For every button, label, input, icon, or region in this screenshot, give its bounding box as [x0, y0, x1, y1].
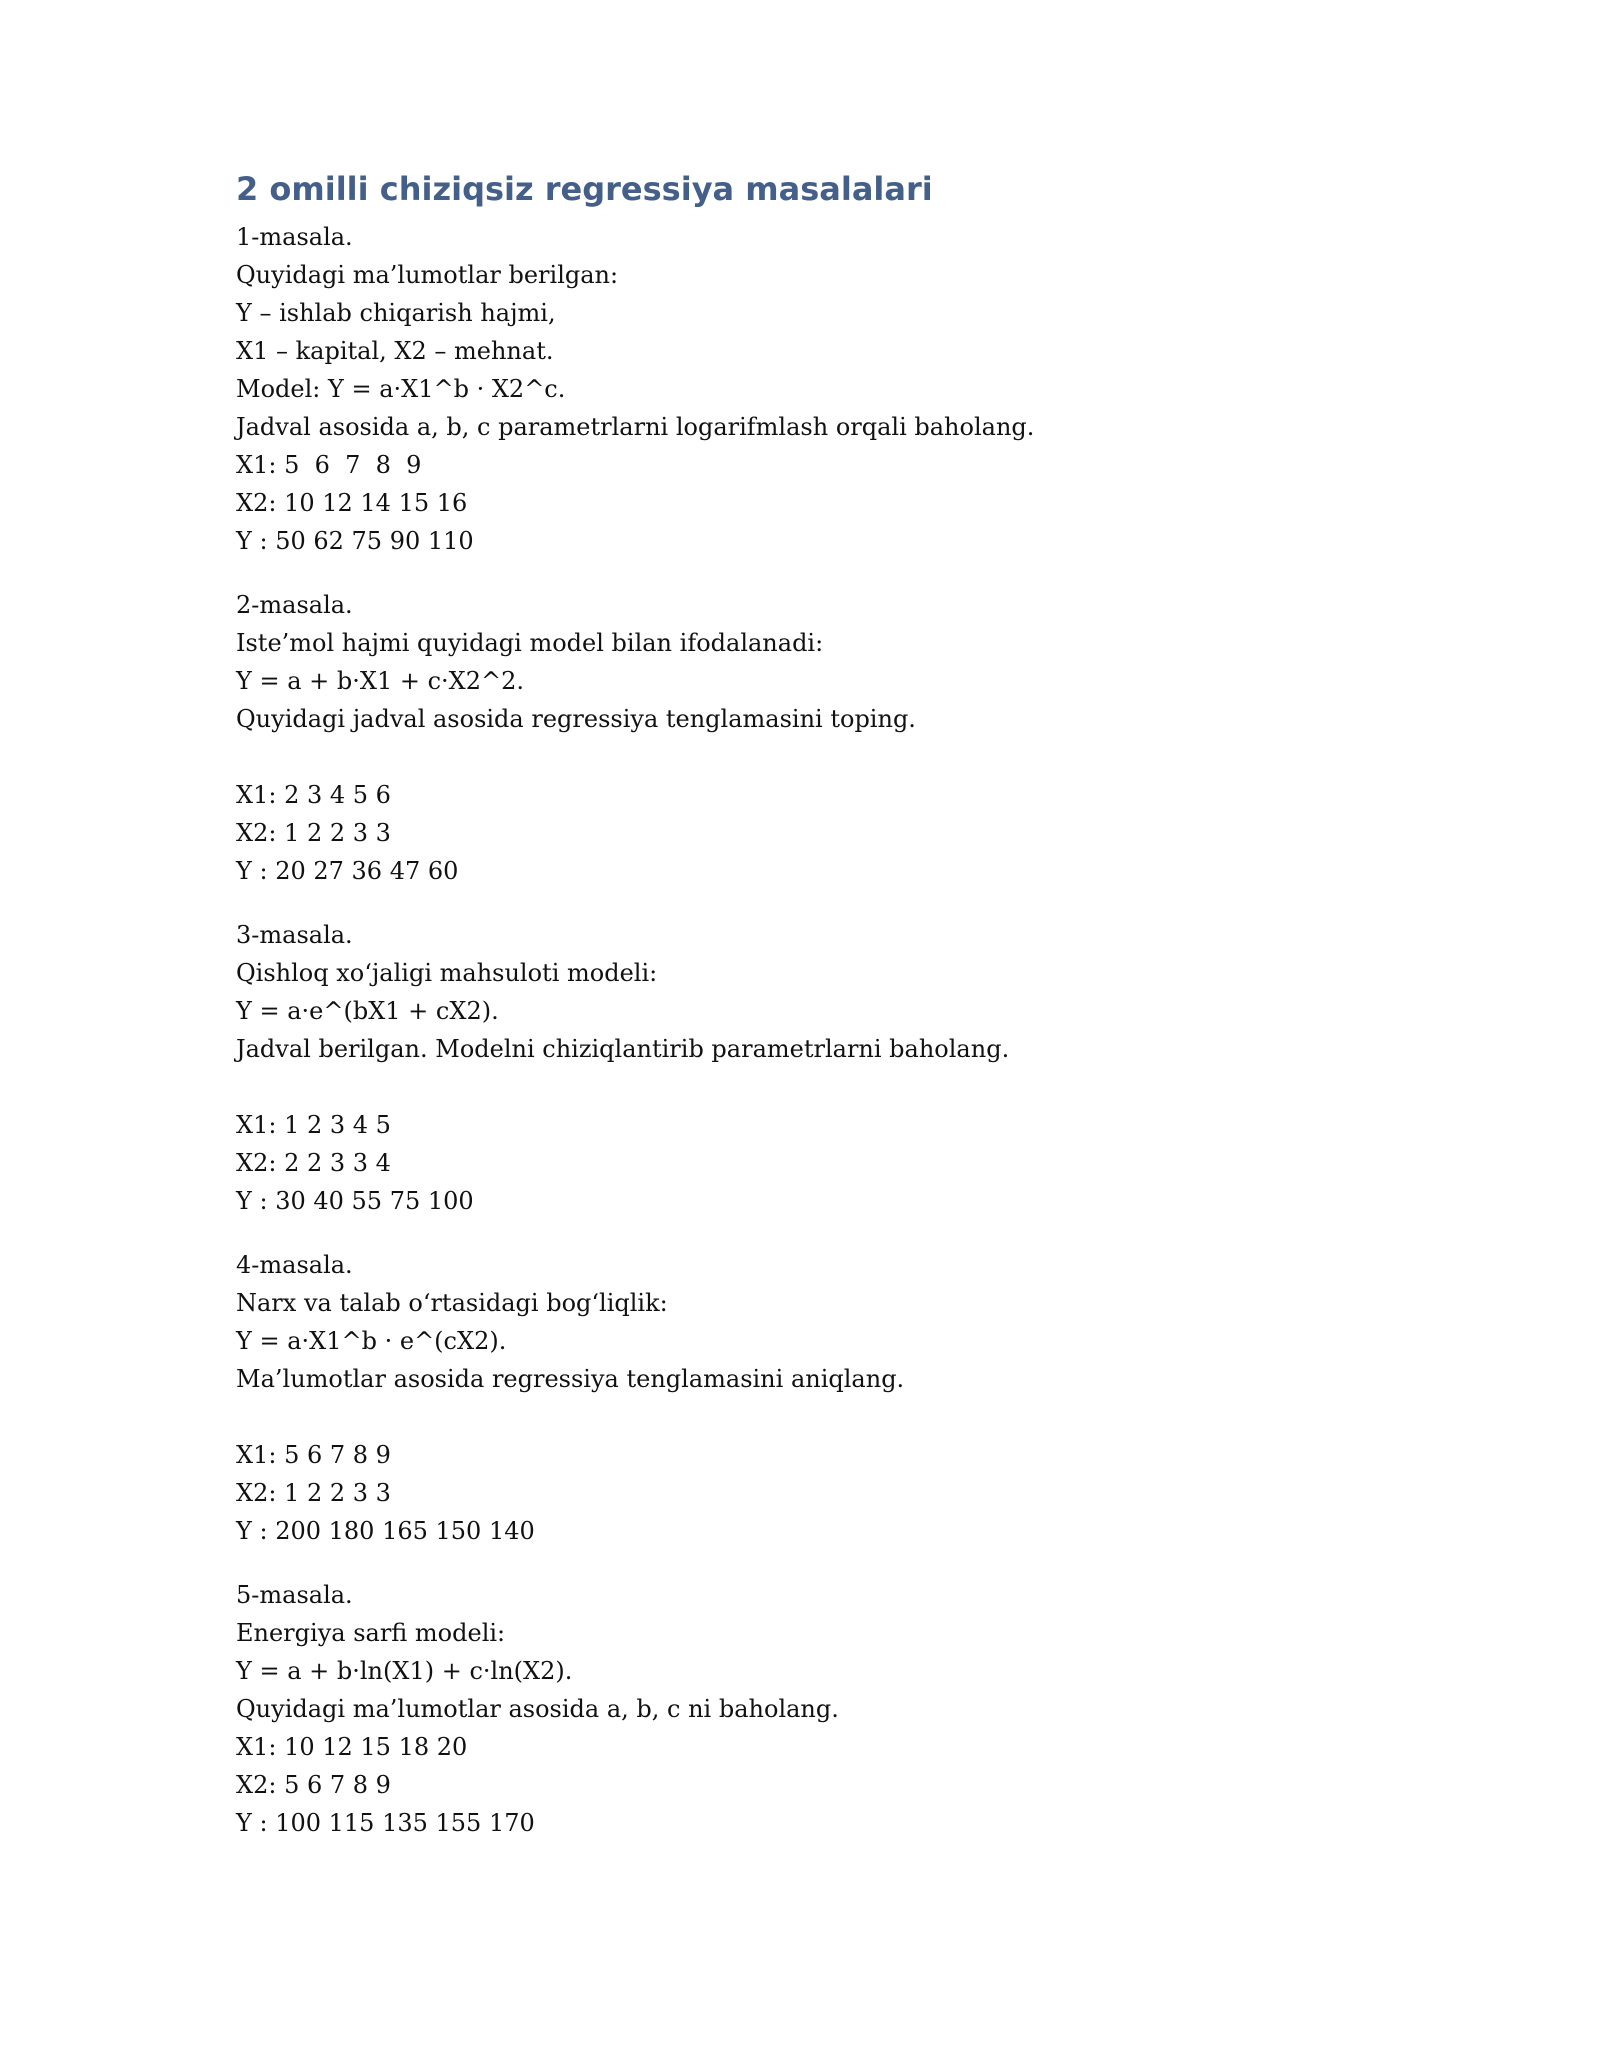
task-data-x2: X2: 2 2 3 3 4	[236, 1149, 391, 1178]
task-heading: 4-masala.	[236, 1251, 353, 1280]
task-instruction: Quyidagi jadval asosida regressiya tenglamasini toping.	[236, 705, 916, 734]
task-1	[236, 218, 1436, 560]
task-data-x1: X1: 1 2 3 4 5	[236, 1111, 391, 1140]
blank-line	[236, 1398, 1436, 1436]
task-data-x2: X2: 10 12 14 15 16	[236, 489, 468, 518]
task-instruction: Jadval berilgan. Modelni chiziqlantirib parametrlarni baholang.	[236, 1035, 1010, 1064]
task-instruction: Quyidagi ma’lumotlar asosida a, b, c ni baholang.	[236, 1695, 839, 1724]
task-data-y: Y : 20 27 36 47 60	[236, 857, 459, 886]
task-data-y: Y : 50 62 75 90 110	[236, 527, 474, 556]
task-instruction: Jadval asosida a, b, c parametrlarni logarifmlash orqali baholang.	[236, 413, 1035, 442]
task-data-x1: X1: 5 6 7 8 9	[236, 451, 422, 480]
task-instruction: Ma’lumotlar asosida regressiya tenglamasini aniqlang.	[236, 1365, 905, 1394]
task-model-formula: Y = a·X1^b · e^(cX2).	[236, 1327, 507, 1356]
task-data-y: Y : 100 115 135 155 170	[236, 1809, 535, 1838]
task-data-y: Y : 30 40 55 75 100	[236, 1187, 474, 1216]
task-heading: 5-masala.	[236, 1581, 353, 1610]
task-text-line: Qishloq xo‘jaligi mahsuloti modeli:	[236, 959, 658, 988]
task-2	[236, 586, 1436, 890]
document-title: 2 omilli chiziqsiz regressiya masalalari	[236, 170, 933, 208]
task-data-x2: X2: 1 2 2 3 3	[236, 1479, 391, 1508]
task-data-x2: X2: 5 6 7 8 9	[236, 1771, 391, 1800]
task-text-line: Y – ishlab chiqarish hajmi,	[236, 299, 556, 328]
task-text-line: Quyidagi ma’lumotlar berilgan:	[236, 261, 619, 290]
task-model-formula: Y = a + b·ln(X1) + c·ln(X2).	[236, 1657, 573, 1686]
task-data-x1: X1: 10 12 15 18 20	[236, 1733, 468, 1762]
task-text-line: Iste’mol hajmi quyidagi model bilan ifodalanadi:	[236, 629, 824, 658]
task-4	[236, 1246, 1436, 1550]
task-3	[236, 916, 1436, 1220]
task-heading: 1-masala.	[236, 223, 353, 252]
task-heading: 3-masala.	[236, 921, 353, 950]
task-text-line: Narx va talab o‘rtasidagi bog‘liqlik:	[236, 1289, 668, 1318]
task-data-x2: X2: 1 2 2 3 3	[236, 819, 391, 848]
document-content	[236, 170, 1436, 1842]
task-model-formula: Y = a + b·X1 + c·X2^2.	[236, 667, 525, 696]
task-data-x1: X1: 2 3 4 5 6	[236, 781, 391, 810]
blank-line	[236, 1068, 1436, 1106]
task-text-line: X1 – kapital, X2 – mehnat.	[236, 337, 554, 366]
task-model-formula: Y = a·e^(bX1 + cX2).	[236, 997, 499, 1026]
blank-line	[236, 738, 1436, 776]
task-5	[236, 1576, 1436, 1842]
task-text-line: Energiya sarfi modeli:	[236, 1619, 506, 1648]
task-data-y: Y : 200 180 165 150 140	[236, 1517, 535, 1546]
task-data-x1: X1: 5 6 7 8 9	[236, 1441, 391, 1470]
task-heading: 2-masala.	[236, 591, 353, 620]
task-model-formula: Model: Y = a·X1^b · X2^c.	[236, 375, 566, 404]
